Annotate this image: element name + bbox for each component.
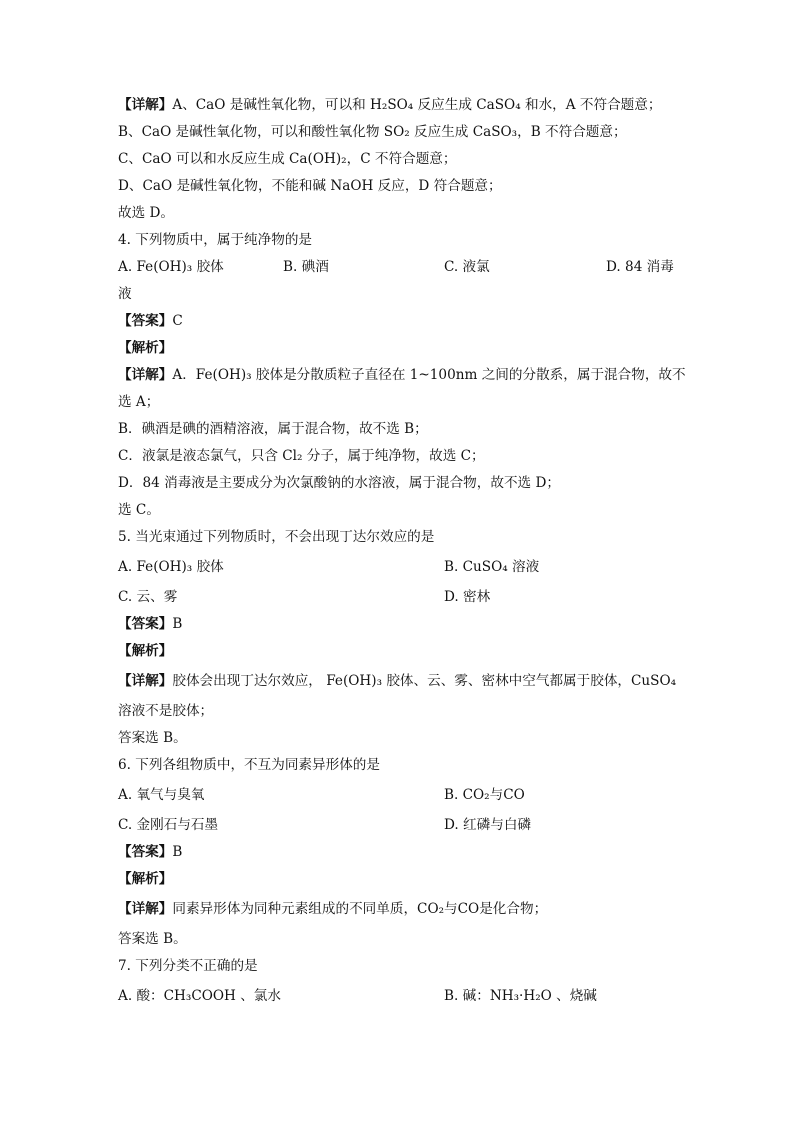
option-b: B. CuSO₄ 溶液 xyxy=(444,559,540,575)
detail-line xyxy=(118,362,688,389)
explanation-line xyxy=(118,92,688,119)
option-d: D. 红磷与白磷 xyxy=(444,817,532,833)
detail-line: 溶液不是胶体； xyxy=(118,703,214,719)
answer-line xyxy=(118,308,688,335)
analysis-tag: 【解析】 xyxy=(118,643,173,659)
detail-line: C．液氯是液态氯气，只含 Cl₂ 分子，属于纯净物，故选 C； xyxy=(118,448,485,464)
answer-tag: 【答案】 xyxy=(118,616,173,632)
detail-text: 同素异形体为同种元素组成的不同单质，CO₂与CO是化合物； xyxy=(172,901,548,917)
detail-tag: 【详解】 xyxy=(118,901,173,917)
answer-tag: 【答案】 xyxy=(118,844,173,860)
detail-line xyxy=(118,665,688,698)
explanation-text: A、CaO 是碱性氧化物，可以和 H₂SO₄ 反应生成 CaSO₄ 和水，A 不符合题意； xyxy=(172,97,662,113)
options-row xyxy=(118,254,688,281)
explanation-line: D、CaO 是碱性氧化物，不能和碱 NaOH 反应，D 符合题意； xyxy=(118,178,502,194)
option-wrap: 液 xyxy=(118,286,132,302)
option-c: C. 金刚石与石墨 xyxy=(118,817,219,833)
option-a: A. Fe(OH)₃ 胶体 xyxy=(118,559,224,575)
options-row xyxy=(118,584,688,611)
option-c: C. 液氯 xyxy=(444,259,490,275)
document-page xyxy=(118,92,688,1013)
options-row xyxy=(118,779,688,812)
option-a: A. Fe(OH)₃ 胶体 xyxy=(118,259,224,275)
answer-value: B xyxy=(172,844,183,860)
option-d: D. 84 消毒 xyxy=(606,259,674,275)
detail-tag: 【详解】 xyxy=(118,97,173,113)
detail-text: 胶体会出现丁达尔效应， Fe(OH)₃ 胶体、云、雾、密林中空气都属于胶体，CuSO₄ xyxy=(172,673,677,689)
analysis-tag: 【解析】 xyxy=(118,340,173,356)
option-b: B. 碱：NH₃·H₂O 、烧碱 xyxy=(444,988,597,1004)
detail-line: 选 A； xyxy=(118,394,160,410)
explanation-line: C、CaO 可以和水反应生成 Ca(OH)₂，C 不符合题意； xyxy=(118,151,457,167)
option-b: B. CO₂与CO xyxy=(444,787,525,803)
options-row xyxy=(118,551,688,584)
answer-value: B xyxy=(172,616,183,632)
detail-text: A．Fe(OH)₃ 胶体是分散质粒子直径在 1~100nm 之间的分散系，属于混合物，故不 xyxy=(172,367,686,383)
detail-line: 答案选 B。 xyxy=(118,730,187,746)
detail-line: D．84 消毒液是主要成分为次氯酸钠的水溶液，属于混合物，故不选 D； xyxy=(118,475,560,491)
detail-tag: 【详解】 xyxy=(118,367,173,383)
detail-tag: 【详解】 xyxy=(118,673,173,689)
explanation-line: B、CaO 是碱性氧化物，可以和酸性氧化物 SO₂ 反应生成 CaSO₃，B 不符合题意； xyxy=(118,124,627,140)
option-a: A. 氧气与臭氧 xyxy=(118,787,205,803)
answer-line xyxy=(118,611,688,638)
detail-line: 答案选 B。 xyxy=(118,931,187,947)
question-stem: 4. 下列物质中，属于纯净物的是 xyxy=(118,232,313,248)
analysis-tag: 【解析】 xyxy=(118,871,173,887)
options-row xyxy=(118,980,688,1013)
option-c: C. 云、雾 xyxy=(118,589,178,605)
answer-tag: 【答案】 xyxy=(118,313,173,329)
question-stem: 7. 下列分类不正确的是 xyxy=(118,958,258,974)
detail-line: 选 C。 xyxy=(118,502,160,518)
question-stem: 6. 下列各组物质中，不互为同素异形体的是 xyxy=(118,757,380,773)
detail-line: B．碘酒是碘的酒精溶液，属于混合物，故不选 B； xyxy=(118,421,428,437)
conclusion-line: 故选 D。 xyxy=(118,205,175,221)
detail-line xyxy=(118,893,688,926)
answer-value: C xyxy=(172,313,183,329)
option-d: D. 密林 xyxy=(444,589,491,605)
options-row xyxy=(118,812,688,839)
question-stem: 5. 当光束通过下列物质时，不会出现丁达尔效应的是 xyxy=(118,529,435,545)
option-b: B. 碘酒 xyxy=(283,259,329,275)
option-a: A. 酸：CH₃COOH 、氯水 xyxy=(118,988,281,1004)
answer-line xyxy=(118,839,688,866)
